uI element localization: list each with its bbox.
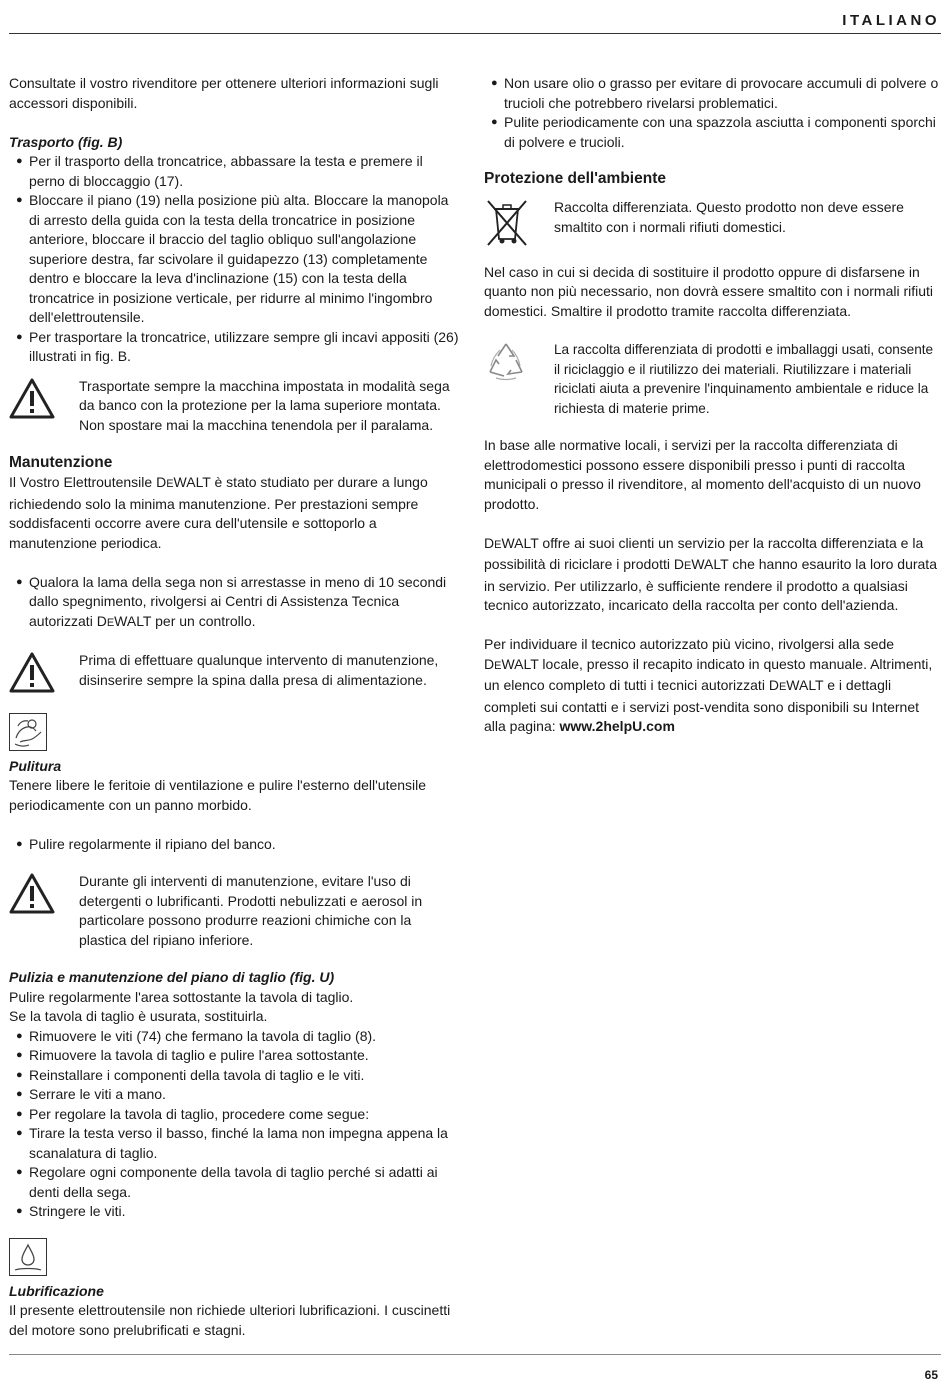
list-item: ● Pulite periodicamente con una spazzola asciutta i componenti sporchi di polvere e trucioli. <box>484 113 942 152</box>
list-item: ● Bloccare il piano (19) nella posizione più alta. Bloccare la manopola di arresto della guida con la testa della troncatrice in posizione anteriore, bloccare il braccio del taglio obliquo sull'angolazione superiore destra, far scivolare il guidapezzo (13) completamente dentro e bloccare la leva d'inclinazione (15) con la testa della troncatrice in posizione verticale, per ridurre al minimo l'ingombro dell'elettroutensile. <box>9 191 459 328</box>
crossed-bin-icon <box>484 195 554 253</box>
lubrication-text: Il presente elettroutensile non richiede ulteriori lubrificazioni. I cuscinetti del motore sono prelubrificati e stagni. <box>9 1302 451 1338</box>
maintenance-warning <box>9 651 459 699</box>
warning-icon <box>9 377 79 425</box>
list-item: ● Per regolare la tavola di taglio, procedere come segue: <box>9 1105 459 1125</box>
list-item: ● Stringere le viti. <box>9 1202 459 1222</box>
environment-heading: Protezione dell'ambiente <box>484 170 666 187</box>
separate-collection-text: Raccolta differenziata. Questo prodotto non deve essere smaltito con i normali rifiuti domestici. <box>554 199 904 235</box>
cleaning-heading: Pulitura <box>9 757 62 774</box>
maintenance-heading: Manutenzione <box>9 454 113 471</box>
page-language-header: ITALIANO <box>842 12 940 29</box>
transport-warning-text: Trasportate sempre la macchina impostata in modalità sega da banco con la protezione per la lama superiore montata. Non spostare mai la macchina tenendola per il paralama. <box>79 377 450 433</box>
service-url-link[interactable]: www.2helpU.com <box>559 718 675 734</box>
lubrication-heading: Lubrificazione <box>9 1282 104 1299</box>
oil-drop-icon <box>9 1238 47 1276</box>
environment-paragraph: Per individuare il tecnico autorizzato più vicino, rivolgersi alla sede DEWALT locale, presso il recapito indicato in questo manuale. Altrimenti, un elenco completo di tutti i tecnici autorizzati DEWALT e i dettagli completi sui contatti e i servizi post-vendita sono disponibili su Internet alla pagina: www.2helpU.com <box>484 636 933 734</box>
warning-icon <box>9 651 79 699</box>
cleaning-warning-text: Durante gli interventi di manutenzione, evitare l'uso di detergenti o lubrificanti. Prodotti nebulizzati e aerosol in particolare possono produrre reazioni chimiche con la plastica del ripiano inferiore. <box>79 873 423 948</box>
cleaning-continued-list <box>484 74 942 152</box>
transport-list <box>9 152 459 367</box>
list-item: ● Regolare ogni componente della tavola di taglio perché si adatti ai denti della sega. <box>9 1163 459 1202</box>
list-item: ● Tirare la testa verso il basso, finché la lama non impegna appena la scanalatura di taglio. <box>9 1124 459 1163</box>
table-cleaning-line: Pulire regolarmente l'area sottostante la tavola di taglio. <box>9 988 354 1005</box>
list-item: ● Per trasportare la troncatrice, utilizzare sempre gli incavi appositi (26) illustrati in fig. B. <box>9 328 459 367</box>
list-item: ● Non usare olio o grasso per evitare di provocare accumuli di polvere o trucioli che potrebbero rivelarsi problematici. <box>484 74 942 113</box>
list-item: ● Pulire regolarmente il ripiano del banco. <box>9 835 459 855</box>
list-item: ● Reinstallare i componenti della tavola di taglio e le viti. <box>9 1066 459 1086</box>
list-item: ● Qualora la lama della sega non si arrestasse in meno di 10 secondi dallo spegnimento, rivolgersi ai Centri di Assistenza Tecnica autorizzati DEWALT per un controllo. <box>9 573 459 634</box>
recycling-note <box>484 340 942 418</box>
transport-warning <box>9 377 459 436</box>
maintenance-intro: Il Vostro Elettroutensile DEWALT è stato studiato per durare a lungo richiedendo solo la minima manutenzione. Per prestazioni sempre soddisfacenti occorre avere cura dell'utensile e sottoporlo a manutenzione periodica. <box>9 474 428 551</box>
list-item: ● Serrare le viti a mano. <box>9 1085 459 1105</box>
cleaning-warning <box>9 872 459 950</box>
maintenance-warning-text: Prima di effettuare qualunque intervento di manutenzione, disinserire sempre la spina dalla presa di alimentazione. <box>79 652 439 688</box>
table-cleaning-line: Se la tavola di taglio è usurata, sostituirla. <box>9 1008 268 1024</box>
footer-rule <box>9 1354 941 1355</box>
cleaning-text: Tenere libere le feritoie di ventilazione e pulire l'esterno dell'utensile periodicamente con un panno morbido. <box>9 777 427 813</box>
list-item: ● Rimuovere le viti (74) che fermano la tavola di taglio (8). <box>9 1027 459 1047</box>
transport-heading: Trasporto (fig. B) <box>9 133 123 150</box>
cleaning-list <box>9 835 459 855</box>
warning-icon <box>9 872 79 920</box>
separate-collection-note <box>484 195 942 253</box>
table-cleaning-heading: Pulizia e manutenzione del piano di taglio (fig. U) <box>9 969 335 985</box>
list-item: ● Rimuovere la tavola di taglio e pulire l'area sottostante. <box>9 1046 459 1066</box>
table-cleaning-list <box>9 1027 459 1222</box>
right-column <box>484 74 942 737</box>
cleaning-hands-icon <box>9 713 47 751</box>
maintenance-list <box>9 573 459 634</box>
list-item: ● Per il trasporto della troncatrice, abbassare la testa e premere il perno di bloccaggio (17). <box>9 152 459 191</box>
left-column <box>9 74 459 1340</box>
page-number: 65 <box>924 1368 938 1382</box>
header-rule <box>9 33 941 34</box>
environment-paragraph: Nel caso in cui si decida di sostituire il prodotto oppure di disfarsene in quanto non più necessario, non dovrà essere smaltito con i normali rifiuti domestici. Smaltire il prodotto tramite raccolta differenziata. <box>484 263 934 319</box>
environment-paragraph: In base alle normative locali, i servizi per la raccolta differenziata di elettrodomestici possono essere disponibili presso i punti di raccolta municipali o presso il rivenditore, al momento dell'acquisto di un nuovo prodotto. <box>484 437 921 512</box>
recycle-icon <box>484 340 554 390</box>
accessories-intro: Consultate il vostro rivenditore per ottenere ulteriori informazioni sugli accessori disponibili. <box>9 75 439 111</box>
environment-paragraph: DEWALT offre ai suoi clienti un servizio per la raccolta differenziata e la possibilità di riciclare i prodotti DEWALT che hanno esaurito la loro durata in servizio. Per utilizzarlo, è sufficiente rendere il prodotto a qualsiasi tecnico autorizzato, incaricato della raccolta per conto dell'azienda. <box>484 534 937 613</box>
recycling-text: La raccolta differenziata di prodotti e imballaggi usati, consente il riciclaggio e il riutilizzo dei materiali. Riutilizzare i materiali riciclati aiuta a prevenire l'inquinamento ambientale e riduce la richiesta di materie prime. <box>554 342 934 416</box>
